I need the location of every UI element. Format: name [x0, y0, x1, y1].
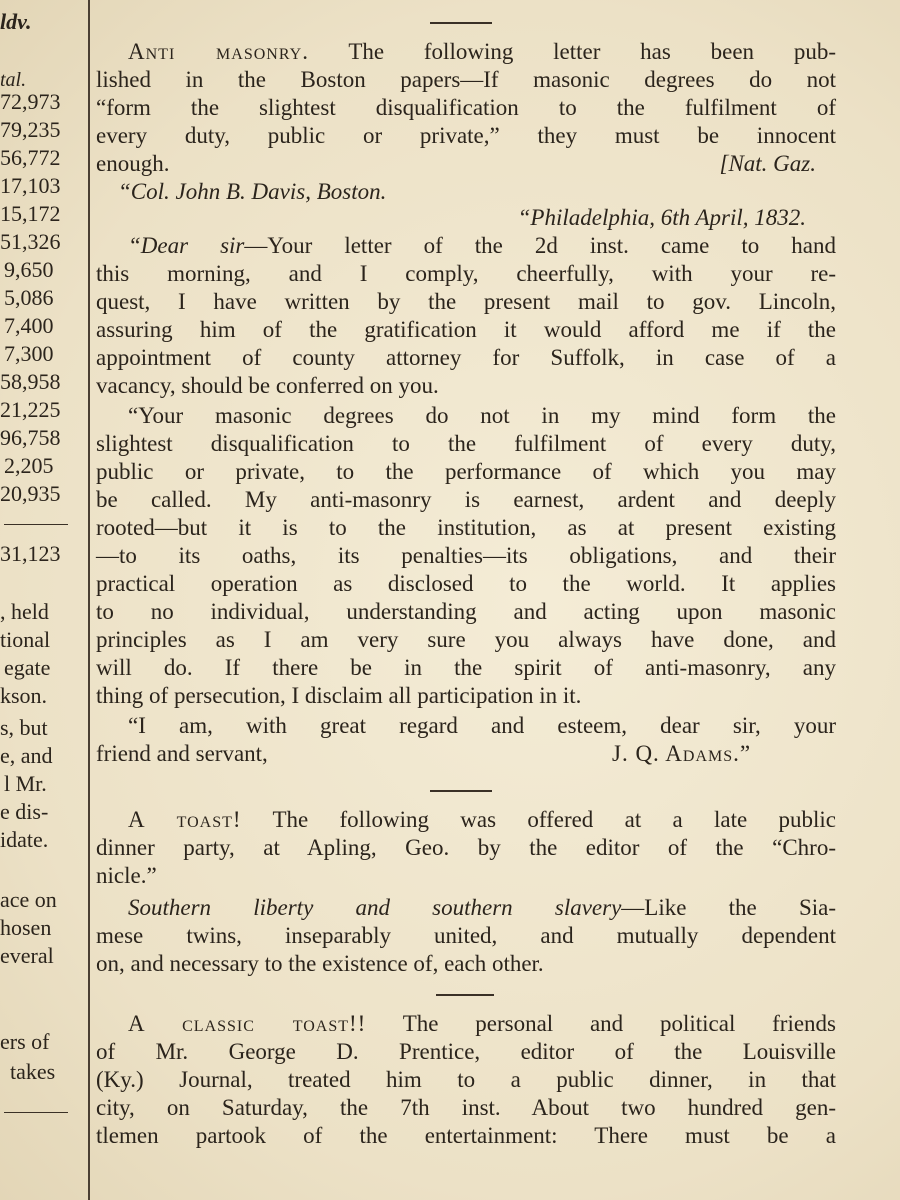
classic-toast-line: tlemen partook of the entertainment: There must be a [96, 1123, 836, 1148]
letter-line: vacancy, should be conferred on you. [96, 373, 439, 398]
left-line: 56,772 [0, 145, 61, 170]
left-line: 7,400 [4, 313, 54, 338]
toast-first-line [128, 806, 836, 834]
left-line: e, and [0, 743, 53, 768]
toast-line: on, and necessary to the existence of, each other. [96, 951, 544, 976]
anti-masonry-intro-line: enough. [96, 151, 170, 176]
letter-line: —to its oaths, its penalties—its obligations, and their [96, 543, 836, 568]
letter-line: to no individual, understanding and acting upon masonic [96, 599, 836, 624]
section-separator [436, 994, 494, 996]
classic-toast-line: of Mr. George D. Prentice, editor of the Louisville [96, 1039, 836, 1064]
left-line: 79,235 [0, 117, 61, 142]
anti-masonry-intro-line: lished in the Boston papers—If masonic degrees do not [96, 67, 836, 92]
left-line: everal [0, 943, 54, 968]
left-line: tal. [0, 69, 27, 91]
left-line: , held [0, 599, 49, 624]
left-line: 17,103 [0, 173, 61, 198]
left-line: 5,086 [4, 285, 54, 310]
left-line: ace on [0, 887, 57, 912]
letter-line: —Your letter of the 2d inst. came to hand [244, 233, 836, 258]
letter-addressee: “Col. John B. Davis, Boston. [118, 179, 387, 204]
left-line: takes [10, 1059, 56, 1084]
left-line: kson. [0, 683, 48, 708]
letter-line: rooted—but it is to the institution, as at present existing [96, 515, 836, 540]
toast-intro-line: dinner party, at Apling, Geo. by the editor of the “Chro- [96, 835, 836, 860]
left-line: e dis- [0, 799, 49, 824]
letter-salutation: “Dear sir [128, 233, 245, 258]
letter-line: public or private, to the performance of which you may [96, 459, 836, 484]
left-line: 96,758 [0, 425, 61, 450]
source-citation: [Nat. Gaz. [719, 151, 816, 176]
classic-toast-first-line [128, 1010, 836, 1038]
letter-first-line [128, 232, 836, 260]
anti-masonry-intro-line: “form the slightest disqualification to the fulfilment of [96, 95, 836, 120]
column-divider [88, 0, 90, 1200]
toast-text-first-line [128, 894, 836, 922]
anti-masonry-heading: Anti masonry. [128, 39, 309, 64]
classic-toast-line: (Ky.) Journal, treated him to a public dinner, in that [96, 1067, 836, 1092]
left-line: egate [4, 655, 51, 680]
left-column [0, 0, 80, 1200]
letter-line: quest, I have written by the present mail to gov. Lincoln, [96, 289, 836, 314]
letter-line: “Your masonic degrees do not in my mind form the [128, 403, 836, 428]
letter-line: principles as I am very sure you always have done, and [96, 627, 836, 652]
letter-line: “I am, with great regard and esteem, dear sir, your [128, 713, 836, 738]
letter-line: appointment of county attorney for Suffolk, in case of a [96, 345, 836, 370]
left-line: 21,225 [0, 397, 61, 422]
left-line: 15,172 [0, 201, 61, 226]
classic-toast-line: city, on Saturday, the 7th inst. About two hundred gen- [96, 1095, 836, 1120]
classic-toast-line: The personal and political friends [402, 1011, 836, 1036]
letter-line: practical operation as disclosed to the world. It applies [96, 571, 836, 596]
left-line: idate. [0, 827, 49, 852]
anti-masonry-first-line [128, 38, 836, 66]
letter-line: this morning, and I comply, cheerfully, with your re- [96, 261, 836, 286]
main-column [96, 0, 846, 1200]
letter-closing: friend and servant, [96, 741, 268, 766]
left-line: l Mr. [4, 771, 47, 796]
left-column-rule [4, 1112, 68, 1113]
left-line: 20,935 [0, 481, 61, 506]
letter-line: will do. If there be in the spirit of anti-masonry, any [96, 655, 836, 680]
left-line: 2,205 [4, 453, 54, 478]
section-separator [430, 790, 492, 792]
left-line: 58,958 [0, 369, 61, 394]
left-line: tional [0, 627, 51, 652]
letter-dateline: “Philadelphia, 6th April, 1832. [517, 205, 806, 230]
toast-intro-line: nicle.” [96, 863, 157, 888]
left-line: 31,123 [0, 541, 61, 566]
left-line: ers of [0, 1029, 50, 1054]
letter-line: be called. My anti-masonry is earnest, ardent and deeply [96, 487, 836, 512]
classic-toast-heading: A classic toast!! [128, 1011, 367, 1036]
letter-line: thing of persecution, I disclaim all participation in it. [96, 683, 582, 708]
section-separator [430, 22, 492, 24]
anti-masonry-intro-line: The following letter has been pub- [348, 39, 836, 64]
left-line: ldv. [0, 9, 32, 34]
toast-line: mese twins, inseparably united, and mutually dependent [96, 923, 836, 948]
left-line: 51,326 [0, 229, 61, 254]
toast-line: —Like the Sia- [621, 895, 836, 920]
left-line: hosen [0, 915, 52, 940]
left-column-rule [4, 524, 68, 525]
toast-intro-line: The following was offered at a late public [272, 807, 836, 832]
left-line: 72,973 [0, 89, 61, 114]
letter-signature: J. Q. Adams.” [612, 741, 752, 766]
toast-italic: Southern liberty and southern slavery [128, 895, 622, 920]
letter-line: slightest disqualification to the fulfilment of every duty, [96, 431, 836, 456]
left-line: s, but [0, 715, 48, 740]
anti-masonry-intro-line: every duty, public or private,” they must be innocent [96, 123, 836, 148]
toast-heading: A toast! [128, 807, 242, 832]
left-line: 7,300 [4, 341, 54, 366]
left-line: 9,650 [4, 257, 54, 282]
letter-line: assuring him of the gratification it would afford me if the [96, 317, 836, 342]
